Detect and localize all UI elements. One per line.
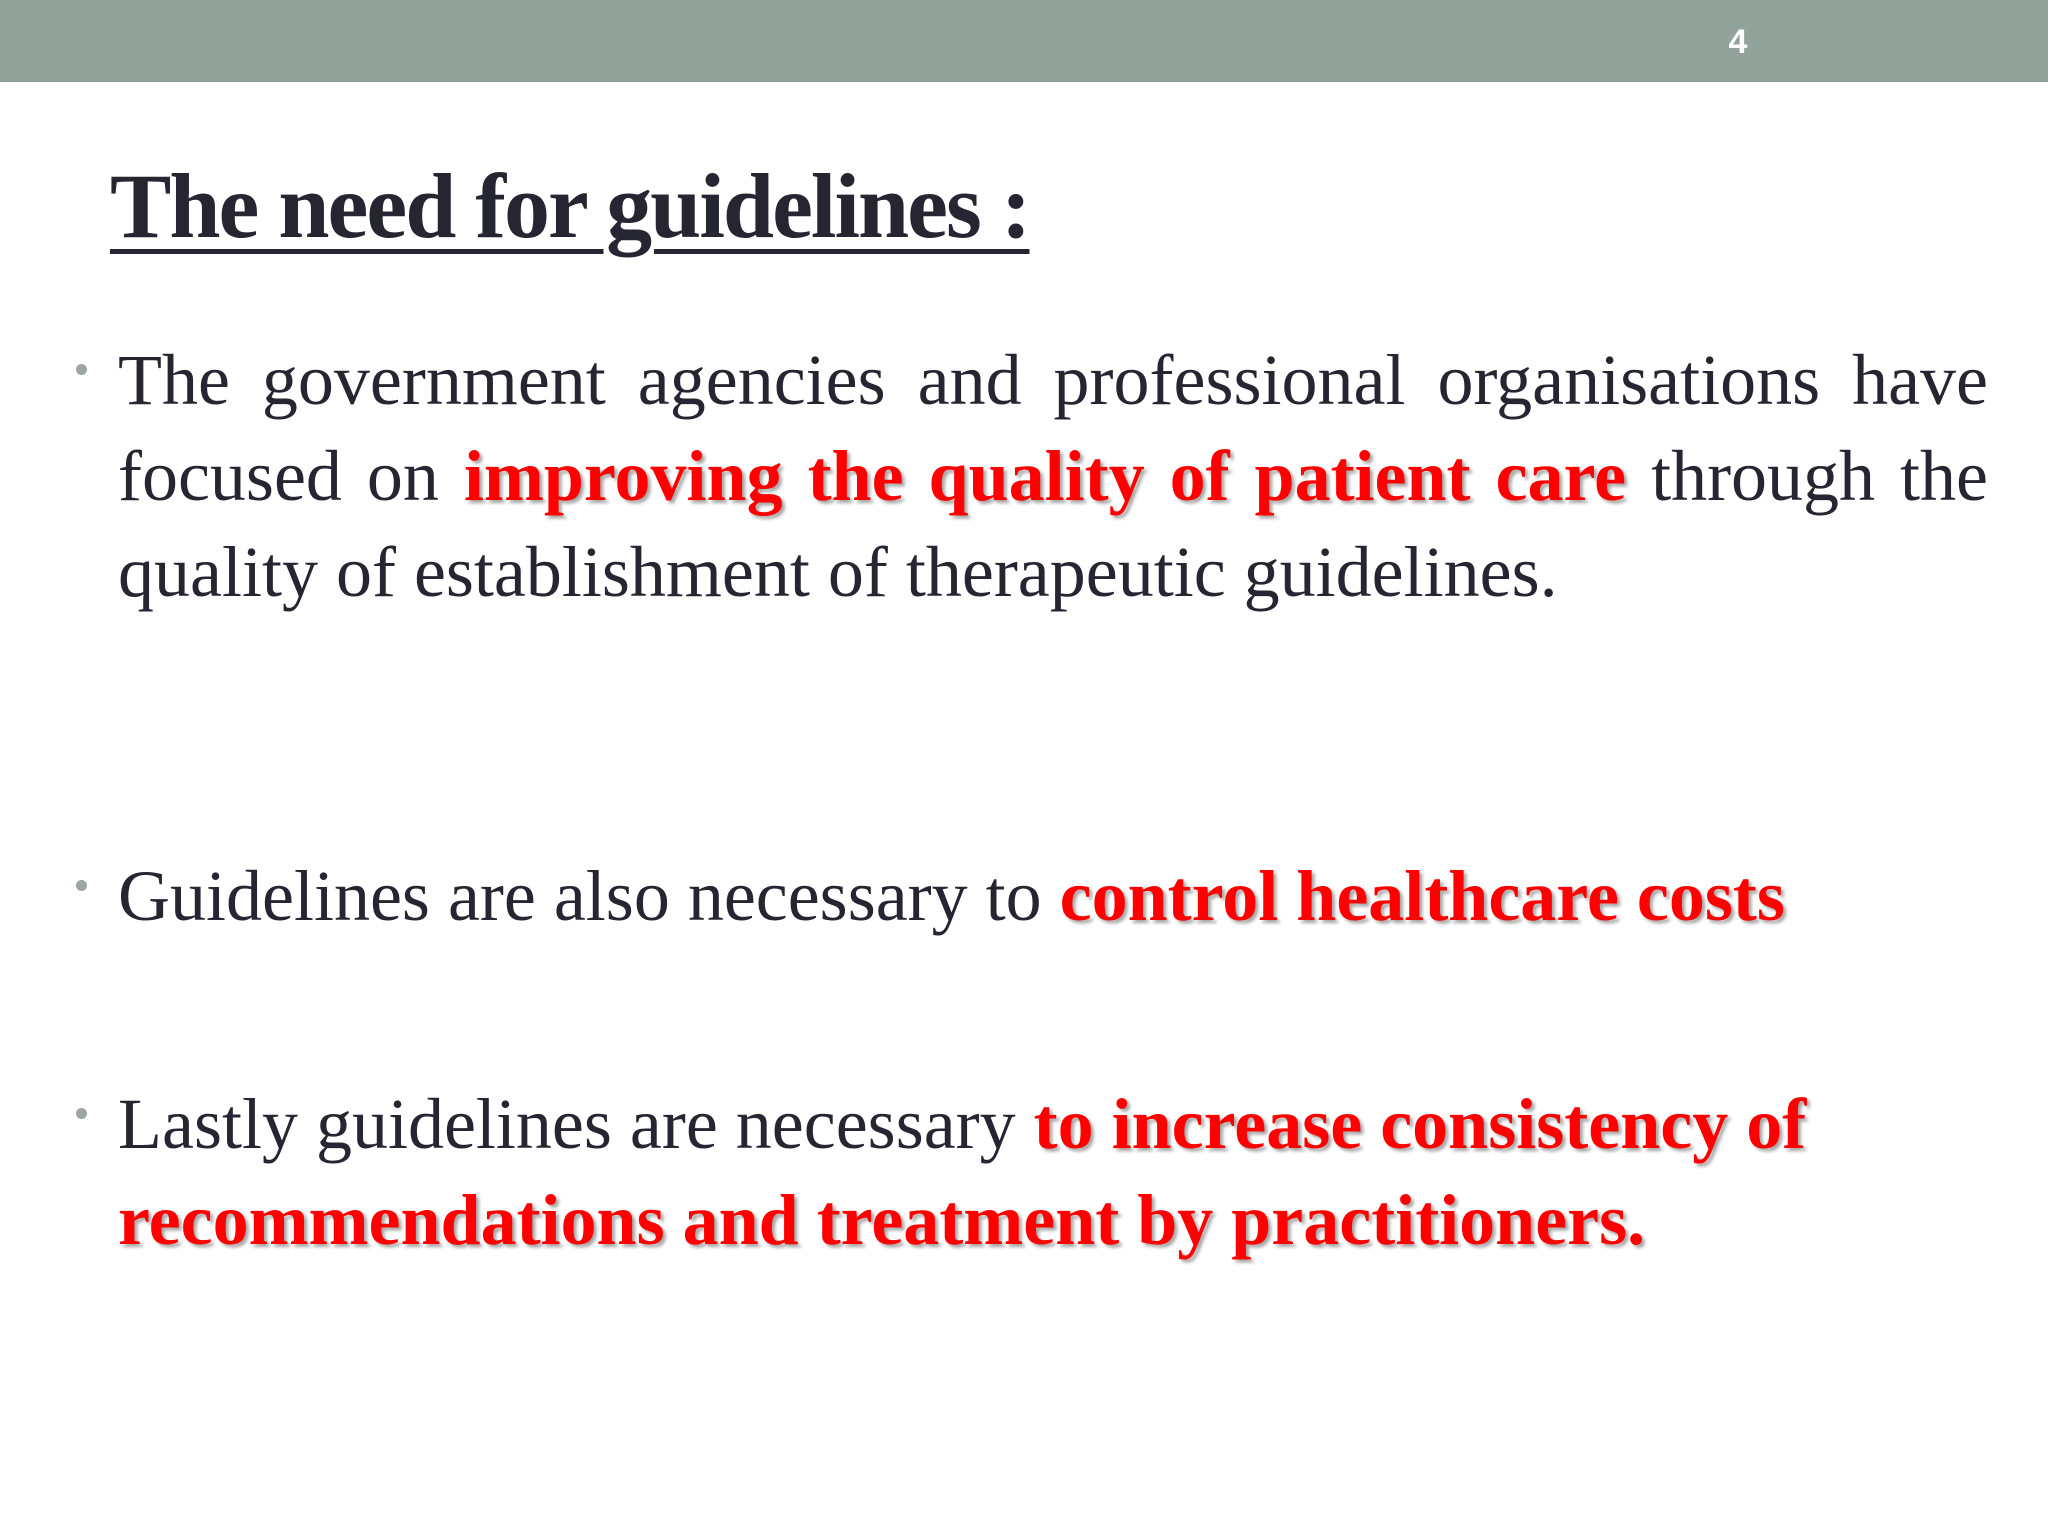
bullet-text-plain: Lastly guidelines are necessary xyxy=(118,1084,1034,1164)
bullet-text-plain: The government agencies and professional organisations have focused on xyxy=(118,340,1988,516)
bullet-text-emphasis: control healthcare costs xyxy=(1059,856,1785,936)
bullet-text-plain: Guidelines are also necessary to xyxy=(118,856,1060,936)
slide-title: The need for guidelines : xyxy=(110,155,1030,257)
bullet-dot-icon xyxy=(76,364,87,375)
bullet-text xyxy=(118,332,1988,620)
bullet-dot-icon xyxy=(76,1108,87,1119)
bullet-text-plain: through the quality of establishment of therapeutic guidelines. xyxy=(118,436,1988,612)
bullet-text xyxy=(118,1076,1988,1268)
bullet-text-emphasis: to increase consistency of recommendations and treatment by practitioners. xyxy=(118,1084,1807,1260)
bullet-text xyxy=(118,848,1988,944)
slide-number: 4 xyxy=(1728,23,1748,61)
bullet-dot-icon xyxy=(76,880,87,891)
bullet-text-emphasis: improving the quality of patient care xyxy=(463,436,1627,516)
